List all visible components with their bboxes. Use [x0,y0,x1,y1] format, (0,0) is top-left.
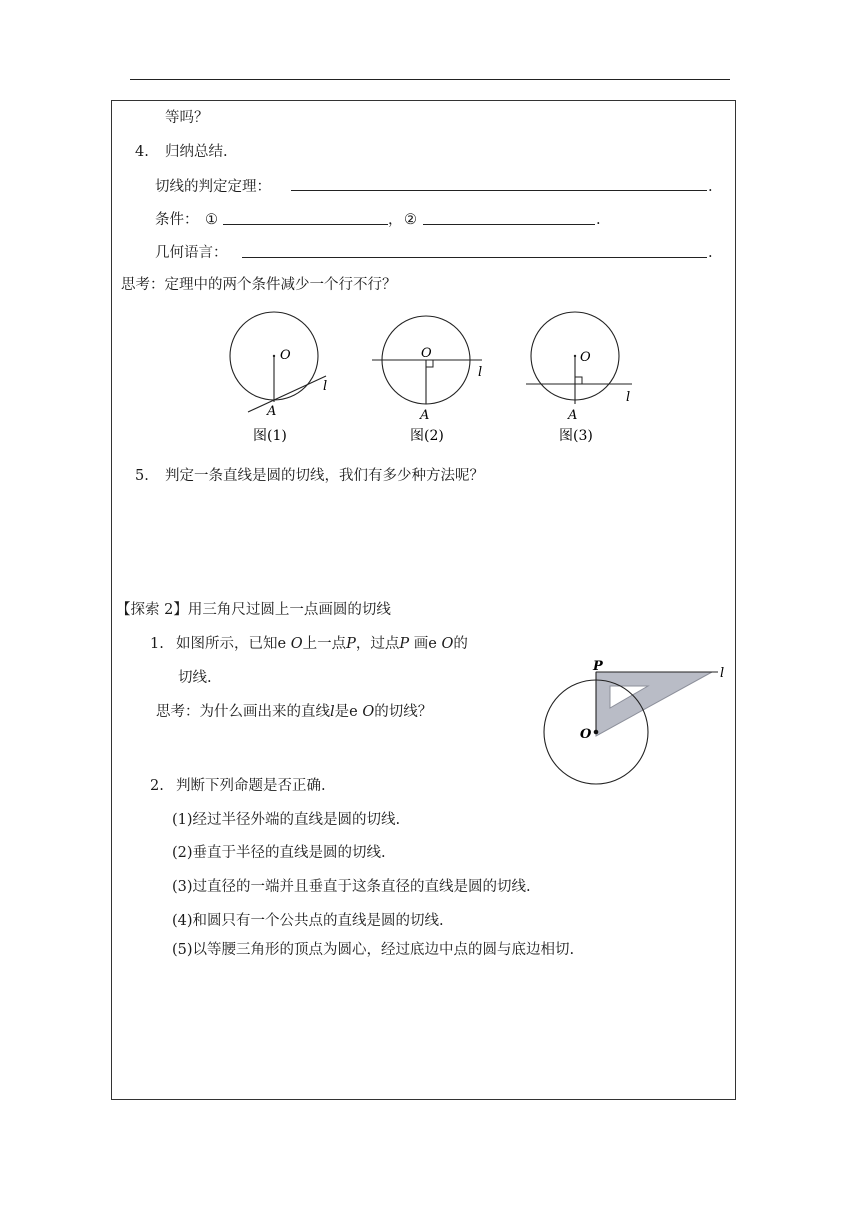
condition-1-blank [223,224,388,225]
e1-text-1: 如图所示，已知 [176,636,278,652]
q5-number: 5. [135,468,149,484]
explore-2-heading: 【探索 2】用三角尺过圆上一点画圆的切线 [116,602,391,618]
e1-number-text: 1. [150,636,164,652]
condition-2-mark: ② [404,212,417,228]
figure-3 [522,308,652,448]
conditions-separator: ， [388,212,403,228]
proposition-4: (4)和圆只有一个公共点的直线是圆的切线. [172,913,444,929]
e1-text-5: 的 [453,636,468,652]
fig1-label-a: A [267,404,277,419]
e1-line-2: 切线. [178,670,212,686]
fig2-label-l: l [478,365,483,380]
fig2-caption: 图(2) [410,428,444,444]
fig3-label-a: A [568,408,578,423]
fig2-label-a: A [420,408,430,423]
fig1-caption: 图(1) [253,428,287,444]
conditions-label: 条件： [155,212,199,228]
theorem-period: . [708,179,713,195]
think2-symbol-l: l [330,704,335,720]
conditions-period: . [596,212,601,228]
fig1-label-l: l [323,379,328,394]
e1-symbol-o: O [290,636,303,652]
geometry-blank [242,257,707,258]
think-question-1: 思考：定理中的两个条件减少一个行不行？ [121,277,397,293]
figure-2 [372,308,502,448]
figure-1 [220,308,350,448]
e1-text-4: 画 [413,636,429,652]
continued-text: 等吗？ [165,110,209,126]
proposition-2: (2)垂直于半径的直线是圆的切线. [172,845,386,861]
e1-circle-symbol: e [277,636,287,652]
condition-2-blank [423,224,595,225]
set-square-label-p: P [593,659,603,674]
e1-text-3: ，过点 [355,636,400,652]
e1-number [150,634,164,654]
fig3-caption: 图(3) [559,428,593,444]
set-square-label-l: l [720,666,725,681]
q4-title: 归纳总结. [165,144,228,160]
geometry-period: . [708,245,713,261]
fig3-label-l: l [626,390,631,405]
q5-text: 判定一条直线是圆的切线，我们有多少种方法呢？ [165,468,484,484]
q4-number: 4. [135,144,149,160]
fig1-label-o: O [280,348,291,363]
e1-symbol-p-2: P [399,636,410,652]
e2-number: 2. [150,778,164,794]
think2-text-2: 是 [334,704,350,720]
think2-text-3: 的切线？ [374,704,433,720]
condition-1-mark: ① [205,212,218,228]
proposition-3: (3)过直径的一端并且垂直于这条直径的直线是圆的切线. [172,879,531,895]
geometry-label: 几何语言： [155,245,228,261]
think2-symbol-o: O [362,704,375,720]
set-square-label-o: O [580,727,592,742]
think2-circle-symbol: e [349,704,358,720]
proposition-5: (5)以等腰三角形的顶点为圆心，经过底边中点的圆与底边相切. [172,942,575,958]
fig2-label-o: O [421,346,432,361]
e1-text-2: 上一点 [302,636,347,652]
theorem-label: 切线的判定定理： [155,179,271,195]
think2-text-1: 思考：为什么画出来的直线 [156,704,330,720]
fig3-label-o: O [580,350,591,365]
proposition-1: (1)经过半径外端的直线是圆的切线. [172,812,401,828]
theorem-blank [291,190,707,191]
think-question-2 [156,702,432,722]
e1-circle-symbol-2: e [428,636,437,652]
set-square-figure [540,650,740,790]
e1-symbol-o-2: O [441,636,454,652]
e1-symbol-p: P [346,636,356,652]
e2-title: 判断下列命题是否正确. [176,778,326,794]
header-rule [130,79,730,80]
e1-line-1 [176,634,468,654]
